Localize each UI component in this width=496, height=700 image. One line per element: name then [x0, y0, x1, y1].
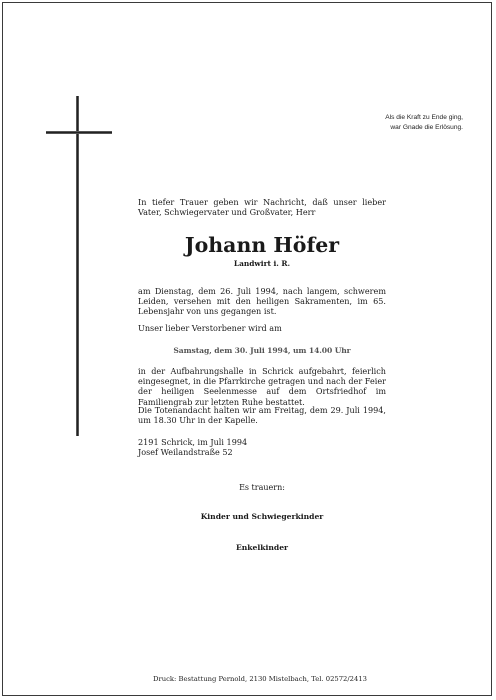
- cross-vertical-beam: [76, 96, 79, 436]
- motto-line-1: Als die Kraft zu Ende ging,: [385, 114, 463, 121]
- cross-horizontal-beam: [46, 131, 112, 134]
- address-block: [138, 437, 386, 457]
- funeral-details-paragraph: in der Aufbahrungshalle in Schrick aufgebahrt, feierlich eingesegnet, in die Pfarrkirche getragen und nach der Feier der heiligen Seelenmesse auf dem Ortsfriedhof im Familiengrab zur letzten Ruhe bestattet.: [138, 366, 386, 407]
- motto: [300, 113, 463, 132]
- address-line-2: Josef Weilandstraße 52: [138, 447, 233, 458]
- mourners-heading: Es trauern:: [239, 483, 285, 492]
- intro-paragraph: In tiefer Trauer geben wir Nachricht, daß unser lieber Vater, Schwiegervater und Großvater, Herr: [138, 197, 386, 218]
- death-notice-paragraph: am Dienstag, dem 26. Juli 1994, nach langem, schwerem Leiden, versehen mit den heiligen Sakramenten, im 65. Lebensjahr von uns gegangen ist.: [138, 286, 386, 317]
- address-line-1: 2191 Schrick, im Juli 1994: [138, 437, 248, 447]
- vigil-paragraph: Die Totenandacht halten wir am Freitag, dem 29. Juli 1994, um 18.30 Uhr in der Kapelle.: [138, 405, 386, 426]
- funeral-intro: Unser lieber Verstorbener wird am: [138, 323, 282, 333]
- funeral-date: Samstag, dem 30. Juli 1994, um 14.00 Uhr: [173, 346, 351, 355]
- mourners-group-children: Kinder und Schwiegerkinder: [200, 512, 324, 521]
- deceased-name: Johann Höfer: [184, 233, 340, 257]
- deceased-title: Landwirt i. R.: [233, 259, 291, 268]
- mourners-group-grandchildren: Enkelkinder: [235, 543, 289, 552]
- motto-line-2: war Gnade die Erlösung.: [390, 123, 463, 131]
- printer-footer: Druck: Bestattung Pernold, 2130 Mistelbach, Tel. 02572/2413: [153, 675, 367, 683]
